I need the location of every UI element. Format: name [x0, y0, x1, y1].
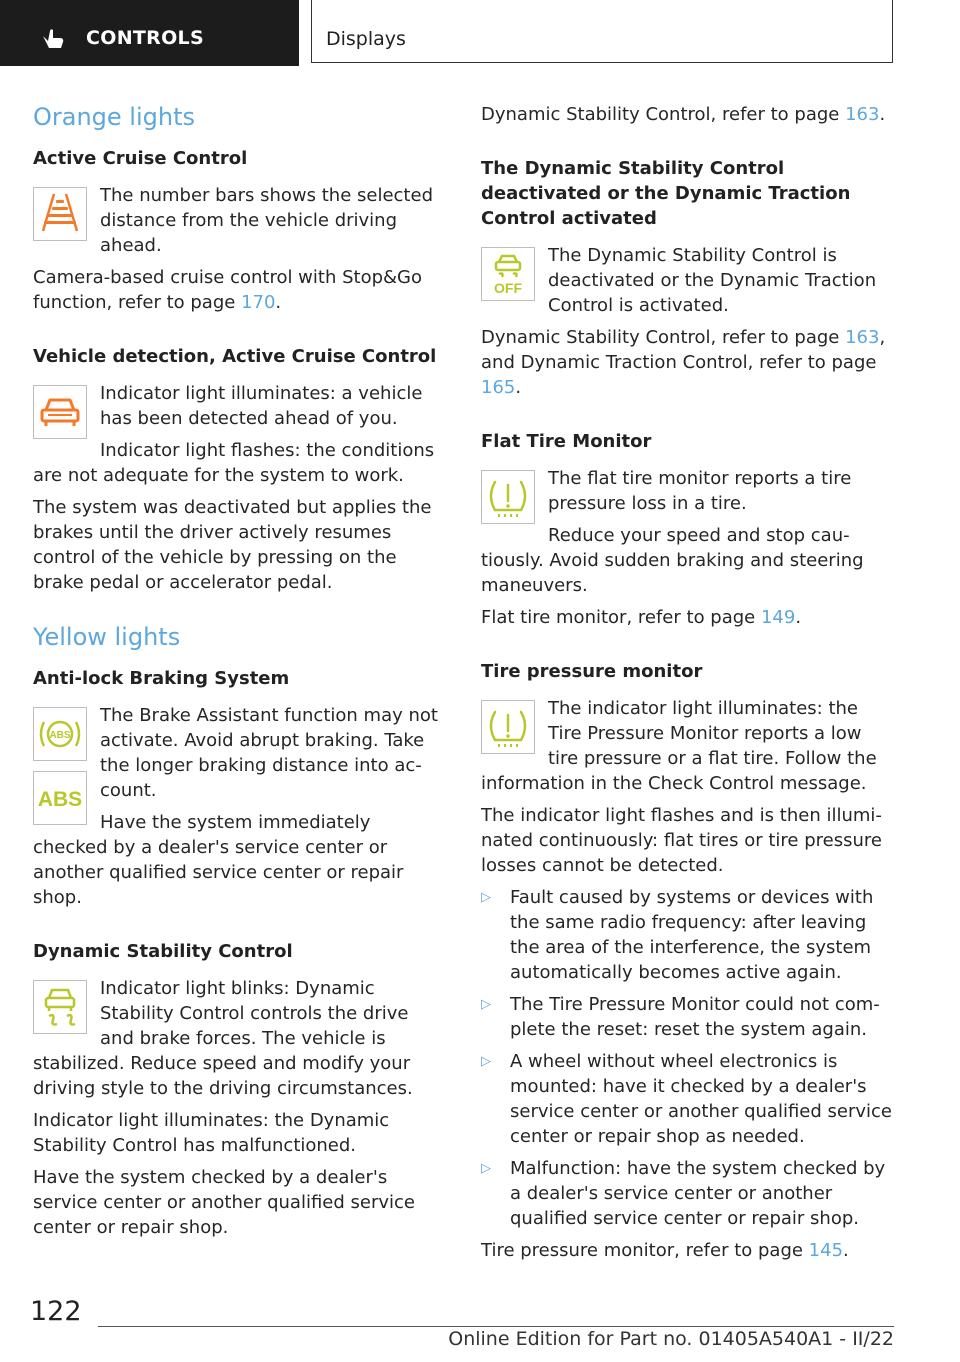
right-column [481, 96, 896, 1270]
acc-ref-suffix: . [275, 292, 282, 313]
abs-block [33, 703, 446, 917]
vehicle-block [33, 381, 446, 495]
vehicle-text-2: Indicator light flashes: the conditions are not adequate for the system to work. [33, 440, 435, 486]
list-item [481, 1049, 896, 1149]
flat-tire-block [481, 466, 896, 605]
dsc-off-page-link-2[interactable]: 165 [481, 377, 516, 398]
dsc-text-1: Indicator light blinks: Dynamic Stability Control controls the drive and brake forces. The vehicle is stabilized. Reduce speed and modify your driving style to the driving circumstances. [33, 978, 413, 1099]
bullet-text: A wheel without wheel electronics is mounted: have it checked by a dealer's service center or another qualified service center or repair shop as needed. [510, 1051, 892, 1147]
edition-footer: Online Edition for Part no. 01405A540A1 - II/22 [448, 1328, 894, 1350]
bullet-triangle-icon: ▷ [481, 1161, 491, 1176]
dsc-off-ref2-suffix: . [515, 377, 522, 398]
tpm-ref-prefix: Tire pressure monitor, refer to page [481, 1240, 809, 1261]
dsc-ref-prefix: Dynamic Stability Control, refer to page [481, 104, 846, 125]
flat-tire-text-2: Reduce your speed and stop cautiously. Avoid sudden braking and steering maneuvers. [481, 525, 864, 596]
flat-tire-reference [481, 605, 896, 630]
tpm-block [481, 696, 896, 803]
flat-tire-title: Flat Tire Monitor [481, 431, 652, 452]
vehicle-text-1: Indicator light illuminates: a vehicle has been detected ahead of you. [100, 383, 423, 429]
flat-tire-page-link[interactable]: 149 [760, 607, 796, 628]
tire-pressure-icon [481, 700, 535, 754]
bullet-triangle-icon: ▷ [481, 1054, 491, 1069]
acc-distance-icon [33, 187, 87, 241]
vehicle-text-3: The system was deactivated but applies the brakes until the driver actively resumes control of the vehicle by pressing on the brake pedal or accelerator pedal. [33, 497, 432, 593]
tpm-page-link[interactable]: 145 [808, 1240, 844, 1261]
dsc-off-reference [481, 325, 896, 400]
dsc-off-block [481, 243, 896, 325]
vehicle-detection-icon [33, 385, 87, 439]
abs-circle-icon [33, 707, 87, 761]
flat-ref-suffix: . [795, 607, 802, 628]
dsc-car-skid-icon [33, 980, 87, 1034]
abs-text-icon [33, 771, 87, 825]
acc-block [33, 183, 446, 265]
left-column [33, 96, 446, 1247]
abs-circle-label: ABS [49, 730, 71, 741]
dsc-off-page-link-1[interactable]: 163 [845, 327, 880, 348]
dsc-text-3: Have the system checked by a dealer's service center or another qualified service center or repair shop. [33, 1167, 415, 1238]
dsc-off-ref2-prefix: and Dynamic Traction Control, refer to page [481, 352, 877, 373]
bullet-text: The Tire Pressure Monitor could not complete the reset: reset the system again. [510, 994, 880, 1040]
dsc-page-link[interactable]: 163 [845, 104, 880, 125]
bullet-text: Malfunction: have the system checked by a dealer's service center or another qualified service center or repair shop. [510, 1158, 886, 1229]
tpm-text-2: The indicator light flashes and is then illuminated continuously: flat tires or tire pressure losses cannot be detected. [481, 805, 882, 876]
list-item [481, 1156, 896, 1231]
orange-lights-heading: Orange lights [33, 103, 195, 131]
section-tab-controls [0, 0, 299, 66]
flat-tire-text-1: The flat tire monitor reports a tire pressure loss in a tire. [548, 468, 852, 514]
dsc-off-icon [481, 247, 535, 301]
bullet-text: Fault caused by systems or devices with the same radio frequency: after leaving the area of the interference, the system automatically becomes active again. [510, 887, 874, 983]
flat-tire-icon [481, 470, 535, 524]
section-label: CONTROLS [86, 27, 204, 49]
abs-text-2: Have the system immediately checked by a dealer's service center or another qualified service center or repair shop. [33, 812, 404, 908]
bullet-triangle-icon: ▷ [481, 997, 491, 1012]
list-item [481, 885, 896, 985]
tpm-ref-suffix: . [843, 1240, 849, 1261]
dsc-off-ref1-suffix: , [879, 327, 886, 348]
dsc-ref-suffix: . [879, 104, 886, 125]
chapter-label: Displays [326, 28, 406, 50]
dsc-text-2: Indicator light illuminates: the Dynamic Stability Control has malfunctioned. [33, 1110, 390, 1156]
dsc-off-ref1-prefix: Dynamic Stability Control, refer to page [481, 327, 846, 348]
acc-title: Active Cruise Control [33, 148, 248, 169]
hand-pointer-icon [40, 26, 66, 50]
acc-text: The number bars shows the selected distance from the vehicle driving ahead. [100, 185, 433, 256]
dsc-off-label: OFF [494, 280, 522, 296]
page-header [0, 0, 960, 66]
chapter-tab-displays [311, 0, 893, 63]
footer-divider [98, 1326, 894, 1327]
vehicle-detection-title: Vehicle detection, Active Cruise Control [33, 346, 437, 367]
tpm-bullet-list [481, 885, 896, 1231]
abs-title: Anti-lock Braking System [33, 668, 290, 689]
acc-ref-prefix: Camera-based cruise control with Stop&Go function, refer to page [33, 267, 423, 313]
dsc-off-title: The Dynamic Stability Control deactivated or the Dynamic Traction Control activated [481, 158, 851, 229]
tpm-title: Tire pressure monitor [481, 661, 703, 682]
abs-text-1: The Brake Assistant function may not activate. Avoid abrupt braking. Take the longer braking distance into account. [100, 705, 438, 801]
dsc-reference [481, 102, 896, 127]
abs-text-label: ABS [37, 788, 83, 811]
dsc-title: Dynamic Stability Control [33, 941, 293, 962]
tpm-text-1: The indicator light illuminates: the Tire Pressure Monitor reports a low tire pressure or a flat tire. Follow the information in the Check Control message. [481, 698, 877, 794]
page-number: 122 [30, 1296, 82, 1327]
tpm-reference [481, 1238, 896, 1263]
flat-ref-prefix: Flat tire monitor, refer to page [481, 607, 761, 628]
bullet-triangle-icon: ▷ [481, 890, 491, 905]
acc-reference [33, 265, 446, 315]
list-item [481, 992, 896, 1042]
yellow-lights-heading: Yellow lights [33, 623, 181, 651]
dsc-block [33, 976, 446, 1108]
acc-page-link[interactable]: 170 [241, 292, 276, 313]
dsc-off-text: The Dynamic Stability Control is deactivated or the Dynamic Traction Control is activated. [548, 245, 877, 316]
